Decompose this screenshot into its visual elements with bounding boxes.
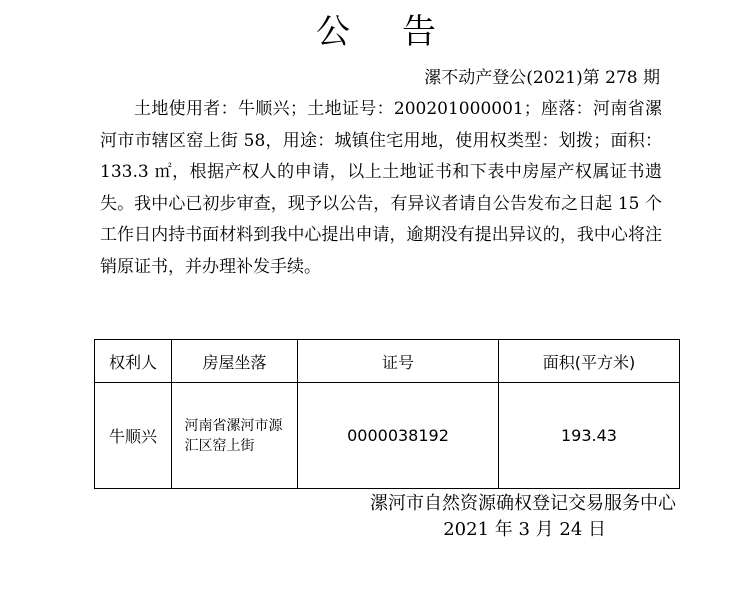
certificate-table [94, 339, 680, 489]
cell-area: 193.43 [499, 383, 680, 489]
issuer-name: 漯河市自然资源确权登记交易服务中心 [370, 493, 676, 514]
issue-date: 2021 年 3 月 24 日 [443, 519, 606, 540]
notice-body: 土地使用者：牛顺兴；土地证号：200201000001；座落：河南省漯河市市辖区窑上街 58，用途：城镇住宅用地，使用权类型：划拨；面积：133.3 ㎡，根据产权人的申请，以上土地证书和下表中房屋产权属证书遗失。我中心已初步审查，现予以公告，有异议者请自公告发布之日起 15 个工作日内持书面材料到我中心提出申请，逾期没有提出异议的，我中心将注销原证书，并办理补发手续。 [100, 99, 662, 277]
header-cert-no: 证号 [298, 340, 499, 383]
header-location: 房屋坐落 [172, 340, 298, 383]
cell-location [172, 383, 298, 489]
table-row [95, 383, 680, 489]
header-owner: 权利人 [95, 340, 172, 383]
header-area: 面积(平方米) [499, 340, 680, 383]
cell-location-text: 河南省漯河市源汇区窑上街 [184, 417, 283, 454]
document-number: 漯不动产登公(2021)第 278 期 [424, 68, 660, 88]
cell-cert-no: 0000038192 [298, 383, 499, 489]
cell-owner: 牛顺兴 [95, 383, 172, 489]
notice-title: 公告 [316, 12, 488, 52]
table-header-row [95, 340, 680, 383]
